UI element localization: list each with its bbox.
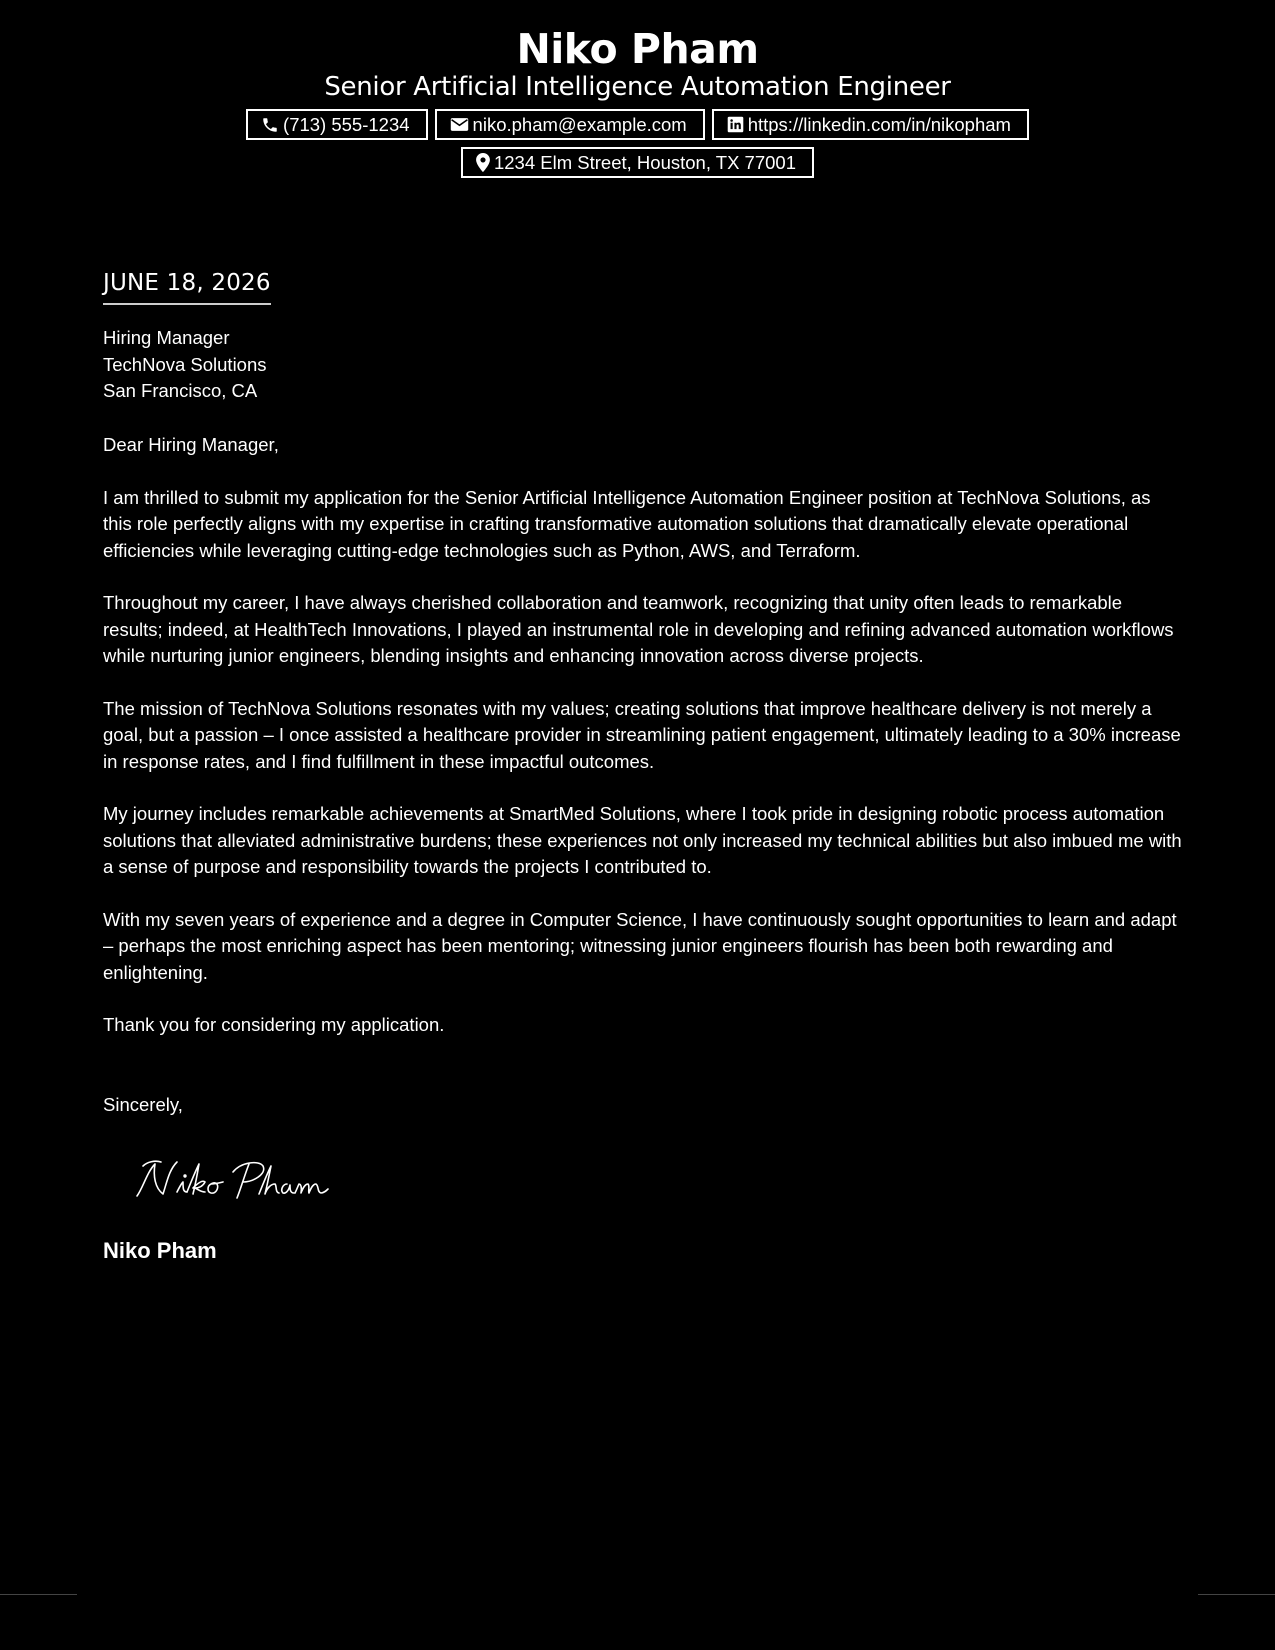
applicant-title: Senior Artificial Intelligence Automation Engineer: [324, 72, 951, 102]
letter-date: JUNE 18, 2026: [103, 268, 271, 305]
body-paragraph: I am thrilled to submit my application for the Senior Artificial Intelligence Automation Engineer position at TechNova Solutions, as this role perfectly aligns with my expertise in crafting transformative automation solutions that dramatically elevate operational efficiencies while leveraging cutting-edge technologies such as Python, AWS, and Terraform.: [103, 486, 1151, 561]
footer-divider-left: [0, 1594, 77, 1595]
footer-divider-right: [1198, 1594, 1275, 1595]
handwritten-signature: [133, 1152, 333, 1217]
envelope-icon: [450, 117, 469, 132]
thank-you-line: Thank you for considering my application.: [103, 1014, 445, 1035]
contact-address[interactable]: [461, 147, 814, 178]
map-pin-icon: [476, 153, 490, 172]
contact-address-text: 1234 Elm Street, Houston, TX 77001: [493, 151, 796, 173]
contact-phone-text: (713) 555-1234: [283, 113, 410, 135]
contact-row-address: [0, 147, 1275, 178]
contact-linkedin-text: https://linkedin.com/in/nikopham: [747, 113, 1011, 135]
contact-email[interactable]: [435, 109, 705, 140]
recipient-line: Hiring Manager: [103, 327, 230, 348]
recipient-line: San Francisco, CA: [103, 380, 258, 401]
contact-linkedin[interactable]: [712, 109, 1029, 140]
body-paragraph: With my seven years of experience and a degree in Computer Science, I have continuously sought opportunities to learn and adapt – perhaps the most enriching aspect has been mentoring; witnessing junior engineers flourish has been both rewarding and enlightening.: [103, 908, 1177, 983]
body-paragraph: My journey includes remarkable achievements at SmartMed Solutions, where I took pride in designing robotic process automation solutions that alleviated administrative burdens; these experiences not only increased my technical abilities but also imbued me with a sense of purpose and responsibility towards the projects I contributed to.: [103, 803, 1182, 877]
phone-icon: [261, 116, 279, 134]
letter-header: [0, 24, 1275, 178]
recipient-block: [103, 325, 267, 405]
body-paragraph: The mission of TechNova Solutions resonates with my values; creating solutions that improve healthcare delivery is not merely a goal, but a passion – I once assisted a healthcare provider in streamlining patient engagement, ultimately leading to a 30% increase in response rates, and I find fulfillment in these impactful outcomes.: [103, 697, 1181, 772]
contact-email-text: niko.pham@example.com: [472, 113, 687, 135]
closing: Sincerely,: [103, 1094, 183, 1115]
salutation: Dear Hiring Manager,: [103, 434, 279, 455]
body-paragraph: Throughout my career, I have always cherished collaboration and teamwork, recognizing that unity often leads to remarkable results; indeed, at HealthTech Innovations, I played an instrumental role in developing and refining advanced automation workflows while nurturing junior engineers, blending insights and enhancing innovation across diverse projects.: [103, 592, 1174, 666]
contact-row: [0, 109, 1275, 140]
recipient-line: TechNova Solutions: [103, 353, 267, 375]
linkedin-icon: [727, 116, 744, 133]
signed-name: Niko Pham: [103, 1238, 217, 1263]
letter-body: [103, 432, 1183, 1065]
contact-phone[interactable]: [246, 109, 428, 140]
applicant-name: Niko Pham: [516, 25, 759, 73]
